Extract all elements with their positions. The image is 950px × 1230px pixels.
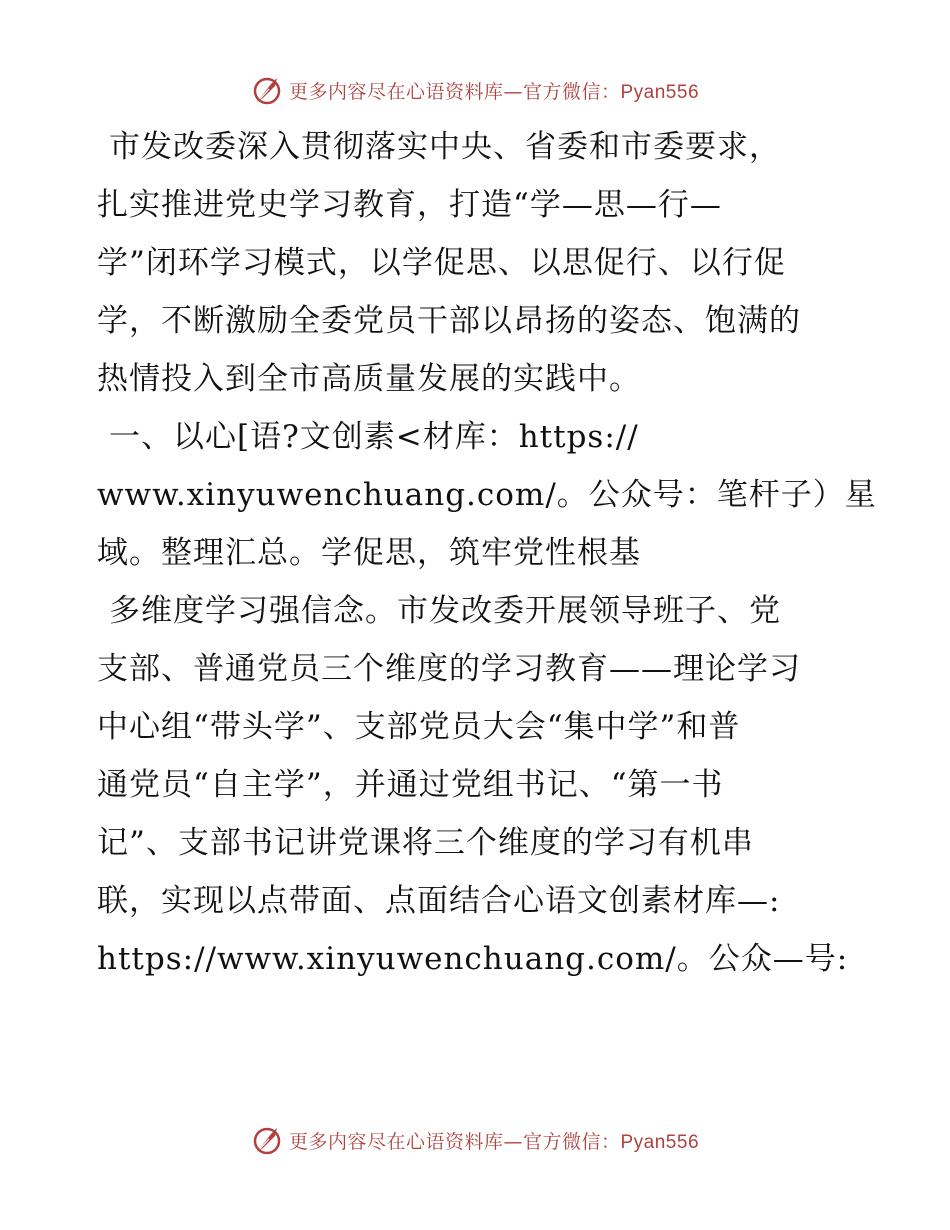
paragraph-body xyxy=(97,582,857,988)
paragraph-section-heading xyxy=(97,408,877,582)
text-line: 中心组“带头学”、支部党员大会“集中学”和普 xyxy=(97,709,741,745)
text-line: 通党员“自主学”，并通过党组书记、“第一书 xyxy=(97,767,724,803)
paragraph-intro xyxy=(97,118,857,408)
text-line: 多维度学习强信念。市发改委开展领导班子、党 xyxy=(109,593,781,629)
text-line: 一、以心[语?文创素<材库：https:// xyxy=(109,419,639,455)
text-line: 联，实现以点带面、点面结合心语文创素材库—: xyxy=(97,883,781,919)
text-line: www.xinyuwenchuang.com/。公众号：笔杆子）星 xyxy=(97,477,877,513)
header-banner xyxy=(0,70,950,110)
header-banner-wechat-id: Pyan556 xyxy=(620,81,700,103)
header-banner-label: 更多内容尽在心语资料库—官方微信： xyxy=(288,80,621,103)
text-line: 市发改委深入贯彻落实中央、省委和市委要求， xyxy=(109,129,781,165)
quill-pen-logo-icon xyxy=(251,74,283,106)
text-line: 热情投入到全市高质量发展的实践中。 xyxy=(97,361,641,397)
header-banner-text xyxy=(289,77,699,104)
document-body xyxy=(97,118,877,988)
footer-banner xyxy=(0,1120,950,1160)
footer-banner-wechat-id: Pyan556 xyxy=(620,1131,700,1153)
text-line: 学，不断激励全委党员干部以昂扬的姿态、饱满的 xyxy=(97,303,801,339)
quill-pen-logo-icon xyxy=(251,1124,283,1156)
text-line: 学”闭环学习模式，以学促思、以思促行、以行促 xyxy=(97,245,786,281)
text-line: 域。整理汇总。学促思，筑牢党性根基 xyxy=(97,535,641,571)
text-line: 记”、支部书记讲党课将三个维度的学习有机串 xyxy=(97,825,754,861)
text-line: https://www.xinyuwenchuang.com/。公众—号: xyxy=(97,941,849,977)
text-line: 支部、普通党员三个维度的学习教育——理论学习 xyxy=(97,651,801,687)
footer-banner-label: 更多内容尽在心语资料库—官方微信： xyxy=(288,1130,621,1153)
text-line: 扎实推进党史学习教育，打造“学—思—行— xyxy=(97,187,722,223)
footer-banner-text xyxy=(289,1127,699,1154)
